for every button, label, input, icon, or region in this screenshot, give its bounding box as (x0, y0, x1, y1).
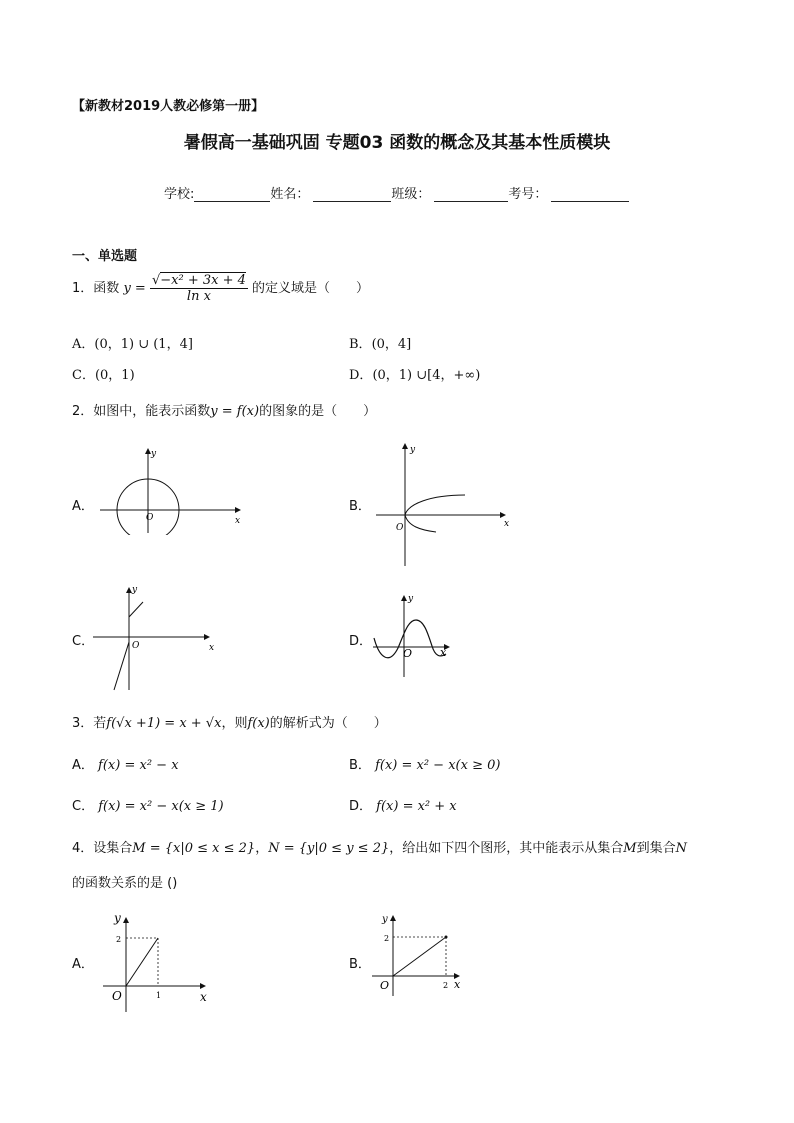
q1-pre: 函数 (93, 281, 120, 296)
q2-option-b[interactable]: B． (349, 499, 371, 514)
q4-m: M (623, 841, 637, 856)
q2-option-a[interactable]: A． (72, 499, 94, 514)
y-axis-arrow (123, 917, 129, 923)
x-axis-arrow (235, 507, 241, 513)
y-axis-arrow (402, 443, 408, 449)
q4-number: 4． (72, 841, 94, 856)
x-axis-arrow (500, 512, 506, 518)
parabola-curve (405, 495, 465, 532)
school-label: 学校: (164, 187, 195, 202)
q3-mid: ，则 (221, 716, 248, 731)
textbook-tag: 【新教材2019人教必修第一册】 (72, 99, 265, 114)
q2-graph-d (370, 590, 460, 678)
q4-graph-b (370, 908, 480, 998)
y-axis-arrow (401, 595, 407, 601)
q1-lhs: y = (123, 281, 146, 296)
exam-number-blank[interactable] (551, 187, 629, 202)
q2-option-c[interactable]: C． (72, 634, 95, 649)
q4-set-n: N = {y|0 ≤ y ≤ 2} (268, 841, 390, 856)
y-label: y (132, 585, 138, 595)
q4-set-m: M = {x|0 ≤ x ≤ 2} (132, 841, 256, 856)
q1-option-c[interactable]: C．(0，1) (72, 368, 135, 383)
q2-math: y = f(x) (210, 404, 260, 419)
question-3 (72, 712, 387, 731)
q4-comma: ， (255, 841, 269, 856)
q1-denominator: ln x (186, 289, 211, 304)
x-tick-label: 2 (443, 981, 449, 990)
name-blank[interactable] (313, 187, 391, 202)
q2-post: 的图象的是（ ） (259, 404, 377, 419)
y-label: y (114, 911, 121, 925)
origin-label: O (403, 647, 413, 660)
q4-post2: 到集合 (636, 841, 676, 856)
school-blank[interactable] (194, 187, 270, 202)
q4-option-b[interactable]: B． (349, 957, 371, 972)
origin-label: O (112, 989, 122, 1003)
q2-graph-a (95, 445, 255, 535)
x-axis-arrow (200, 983, 206, 989)
y-label: y (151, 449, 157, 459)
y-tick-label: 2 (116, 935, 122, 944)
q2-option-d[interactable]: D． (349, 634, 373, 649)
x-axis-arrow (204, 634, 210, 640)
function-line (126, 938, 158, 986)
y-label: y (408, 594, 414, 604)
q4-n: N (675, 841, 687, 856)
q2-graph-c (90, 582, 220, 692)
q3-number: 3． (72, 716, 94, 731)
q1-numerator: √−x² + 3x + 4 (151, 273, 246, 288)
x-label: x (440, 646, 447, 659)
student-info-fields (164, 183, 629, 202)
question-2 (72, 400, 376, 419)
origin-label: O (396, 523, 404, 533)
origin-label: O (146, 513, 154, 523)
q4-option-a[interactable]: A． (72, 957, 94, 972)
q1-fraction (150, 273, 248, 304)
x-label: x (454, 978, 461, 991)
q2-number: 2． (72, 404, 94, 419)
q1-option-d[interactable]: D．(0，1) ∪[4，+∞) (349, 368, 481, 383)
class-blank[interactable] (434, 187, 508, 202)
q3-math2: f(x) (247, 716, 270, 731)
question-1 (72, 273, 369, 304)
q4-graph-a (100, 908, 220, 1012)
y-label: y (410, 445, 416, 455)
y-axis-arrow (390, 915, 396, 921)
name-label: 姓名： (270, 187, 310, 202)
q3-option-b[interactable]: B． f(x) = x² − x(x ≥ 0) (349, 758, 501, 773)
x-label: x (209, 643, 215, 653)
x-label: x (200, 990, 207, 1004)
question-4 (72, 837, 687, 856)
q3-post: 的解析式为（ ） (269, 716, 387, 731)
class-label: 班级： (391, 187, 431, 202)
q2-graph-b (370, 438, 520, 568)
x-label: x (504, 519, 510, 529)
x-label: x (235, 516, 241, 526)
q3-math: f(√x +1) = x + √x (106, 716, 222, 731)
lower-line (114, 642, 129, 690)
q1-post: 的定义域是（ ） (252, 281, 370, 296)
q3-pre: 若 (93, 716, 107, 731)
upper-line (129, 602, 143, 617)
q2-pre: 如图中，能表示函数 (93, 404, 211, 419)
q1-number: 1． (72, 281, 94, 296)
y-label: y (382, 914, 388, 925)
page-title: 暑假高一基础巩固 专题03 函数的概念及其基本性质模块 (183, 133, 611, 153)
q4-post1: ，给出如下四个图形，其中能表示从集合 (389, 841, 624, 856)
section-title: 一、单选题 (72, 249, 138, 264)
q4-pre: 设集合 (93, 841, 133, 856)
x-tick-label: 1 (156, 991, 162, 1000)
origin-label: O (132, 641, 140, 651)
q1-option-b[interactable]: B．(0，4] (349, 337, 412, 352)
q3-option-c[interactable]: C． f(x) = x² − x(x ≥ 1) (72, 799, 224, 814)
q3-option-a[interactable]: A． f(x) = x² − x (72, 758, 179, 773)
exam-number-label: 考号： (508, 187, 548, 202)
q1-option-a[interactable]: A．(0，1) ∪ (1，4] (72, 337, 193, 352)
q3-option-d[interactable]: D． f(x) = x² + x (349, 799, 457, 814)
q4-line2: 的函数关系的是 () (72, 876, 178, 891)
function-line (393, 937, 446, 976)
origin-label: O (380, 979, 390, 992)
y-tick-label: 2 (384, 934, 390, 943)
